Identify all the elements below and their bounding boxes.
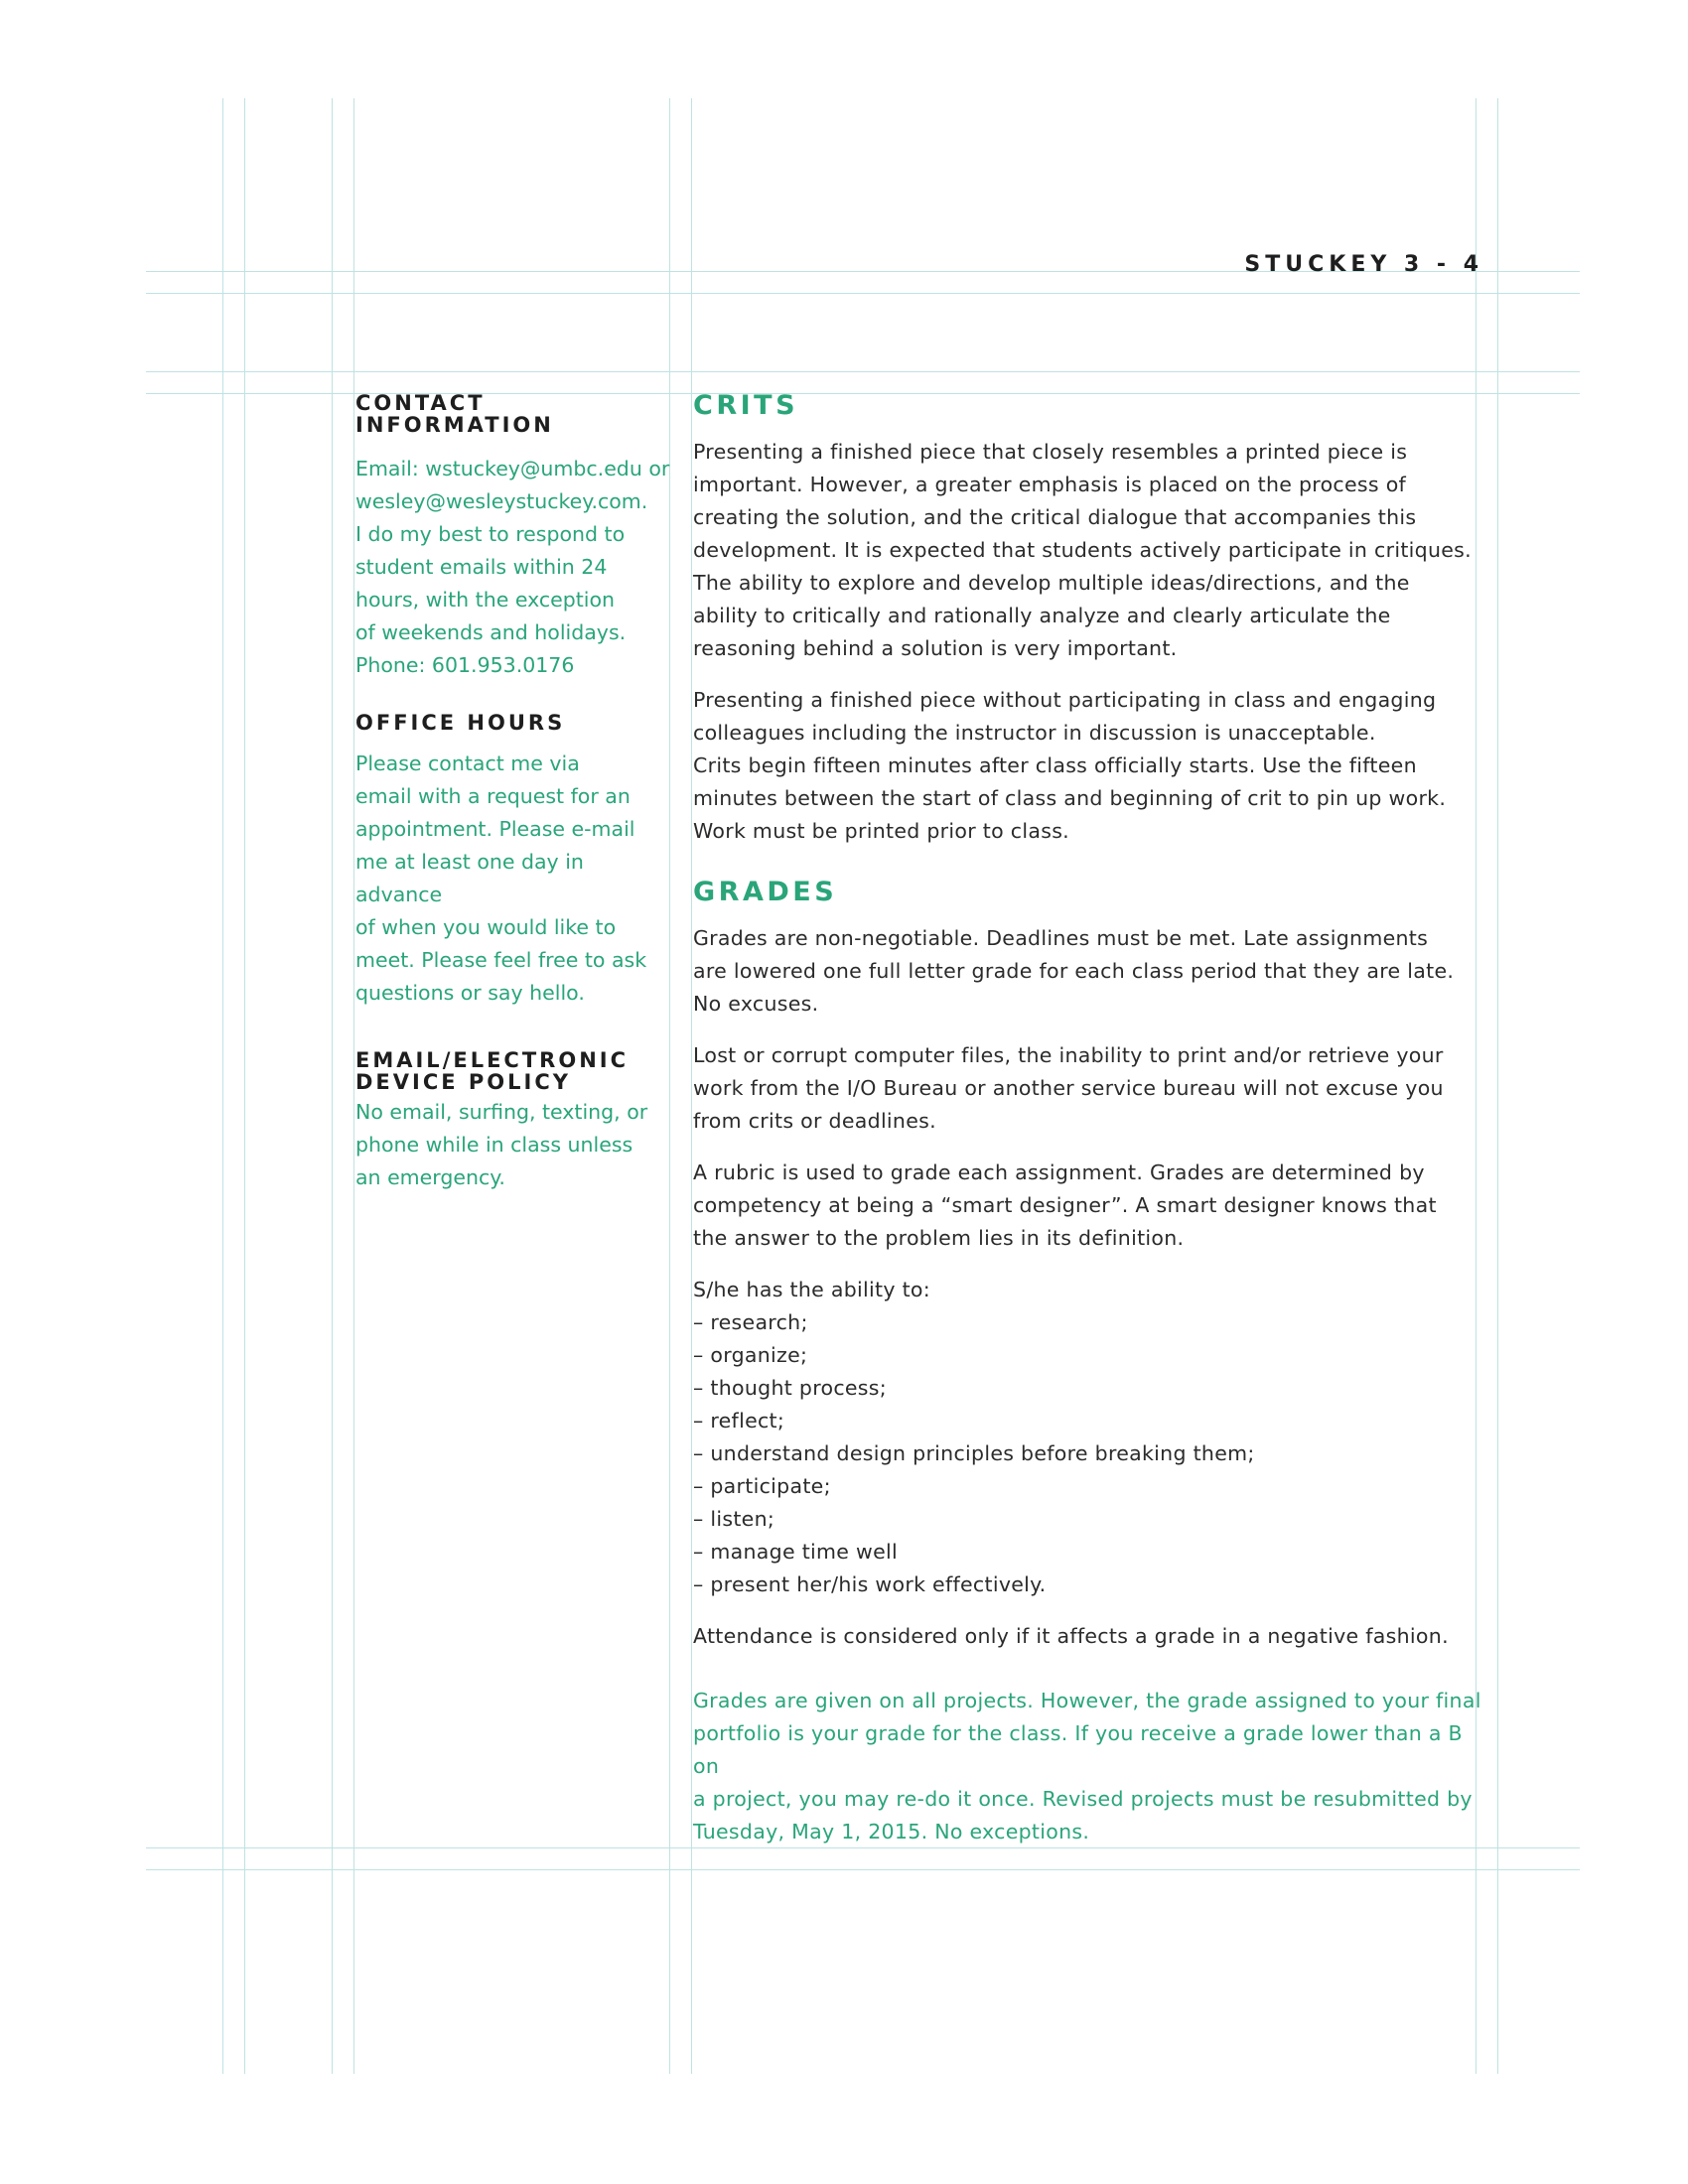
text-line: Tuesday, May 1, 2015. No exceptions. bbox=[693, 1820, 1090, 1843]
text-line: Grades are given on all projects. However, the grade assigned to your final bbox=[693, 1689, 1481, 1712]
text-line: Crits begin fifteen minutes after class officially starts. Use the fifteen bbox=[693, 753, 1417, 777]
grades-paragraph bbox=[693, 922, 1487, 1021]
office-line: appointment. Please e-mail bbox=[355, 817, 635, 841]
contact-heading: CONTACT INFORMATION bbox=[355, 391, 554, 437]
guide-vertical bbox=[1497, 98, 1498, 2074]
text-line: Grades are non-negotiable. Deadlines must be met. Late assignments bbox=[693, 926, 1429, 950]
guide-horizontal bbox=[146, 293, 1580, 294]
contact-line: hours, with the exception bbox=[355, 588, 616, 612]
crits-section bbox=[693, 391, 1487, 848]
office-line: of when you would like to bbox=[355, 915, 617, 939]
contact-line: I do my best to respond to bbox=[355, 522, 626, 546]
grades-paragraph bbox=[693, 1157, 1487, 1255]
grades-paragraph bbox=[693, 1039, 1487, 1138]
main-column bbox=[693, 391, 1487, 1848]
text-line: Work must be printed prior to class. bbox=[693, 819, 1069, 843]
text-line: reasoning behind a solution is very important. bbox=[693, 636, 1178, 660]
guide-vertical bbox=[691, 98, 692, 2074]
contact-line: Phone: 601.953.0176 bbox=[355, 653, 575, 677]
contact-line: Email: wstuckey@umbc.edu or bbox=[355, 457, 670, 480]
guide-vertical bbox=[353, 98, 354, 2074]
list-item: – participate; bbox=[693, 1474, 831, 1498]
contact-line: of weekends and holidays. bbox=[355, 620, 627, 644]
device-policy-heading bbox=[355, 1049, 671, 1093]
office-line: Please contact me via bbox=[355, 751, 580, 775]
text-line: A rubric is used to grade each assignment. Grades are determined by bbox=[693, 1160, 1425, 1184]
crits-paragraph bbox=[693, 436, 1487, 665]
guide-horizontal bbox=[146, 371, 1580, 372]
contact-text bbox=[355, 453, 671, 682]
text-line: minutes between the start of class and beginning of crit to pin up work. bbox=[693, 786, 1447, 810]
text-line: development. It is expected that students actively participate in critiques. bbox=[693, 538, 1472, 562]
ability-intro: S/he has the ability to: bbox=[693, 1278, 930, 1301]
attendance-paragraph: Attendance is considered only if it affects a grade in a negative fashion. bbox=[693, 1624, 1449, 1648]
office-line: meet. Please feel free to ask bbox=[355, 948, 647, 972]
guide-horizontal bbox=[146, 1869, 1580, 1870]
guide-vertical bbox=[244, 98, 245, 2074]
text-line: Presenting a finished piece that closely resembles a printed piece is bbox=[693, 440, 1408, 464]
text-line: the answer to the problem lies in its definition. bbox=[693, 1226, 1185, 1250]
guide-vertical bbox=[222, 98, 223, 2074]
list-item: – organize; bbox=[693, 1343, 808, 1367]
policy-heading-line: DEVICE POLICY bbox=[355, 1070, 571, 1094]
text-line: ability to critically and rationally analyze and clearly articulate the bbox=[693, 604, 1391, 627]
text-line: are lowered one full letter grade for each class period that they are late. bbox=[693, 959, 1455, 983]
grades-section bbox=[693, 878, 1487, 1848]
text-line: Presenting a finished piece without participating in class and engaging bbox=[693, 688, 1437, 712]
text-line: creating the solution, and the critical dialogue that accompanies this bbox=[693, 505, 1417, 529]
office-line: me at least one day in advance bbox=[355, 850, 584, 906]
office-line: email with a request for an bbox=[355, 784, 631, 808]
policy-line: an emergency. bbox=[355, 1165, 505, 1189]
list-item: – research; bbox=[693, 1310, 808, 1334]
office-hours-text bbox=[355, 748, 671, 1010]
contact-section bbox=[355, 392, 671, 682]
office-line: questions or say hello. bbox=[355, 981, 585, 1005]
abilities-list bbox=[693, 1306, 1487, 1601]
text-line: competency at being a “smart designer”. A smart designer knows that bbox=[693, 1193, 1437, 1217]
text-line: The ability to explore and develop multiple ideas/directions, and the bbox=[693, 571, 1410, 595]
office-hours-section bbox=[355, 712, 671, 1010]
grades-heading: GRADES bbox=[693, 877, 838, 907]
device-policy-text bbox=[355, 1096, 671, 1194]
contact-line: student emails within 24 bbox=[355, 555, 608, 579]
policy-line: No email, surfing, texting, or bbox=[355, 1100, 648, 1124]
list-item: – understand design principles before breaking them; bbox=[693, 1441, 1255, 1465]
text-line: a project, you may re-do it once. Revised projects must be resubmitted by bbox=[693, 1787, 1473, 1811]
crits-paragraph bbox=[693, 684, 1487, 848]
list-item: – listen; bbox=[693, 1507, 775, 1531]
device-policy-section bbox=[355, 1049, 671, 1194]
guide-vertical bbox=[332, 98, 333, 2074]
page-label: STUCKEY 3 - 4 bbox=[1244, 252, 1483, 277]
text-line: work from the I/O Bureau or another service bureau will not excuse you bbox=[693, 1076, 1444, 1100]
text-line: from crits or deadlines. bbox=[693, 1109, 936, 1133]
text-line: No excuses. bbox=[693, 992, 819, 1016]
text-line: important. However, a greater emphasis is placed on the process of bbox=[693, 473, 1407, 496]
list-item: – reflect; bbox=[693, 1409, 785, 1433]
list-item: – manage time well bbox=[693, 1540, 898, 1564]
office-hours-heading: OFFICE HOURS bbox=[355, 711, 566, 735]
crits-heading: CRITS bbox=[693, 390, 799, 421]
sidebar bbox=[355, 392, 671, 1194]
text-line: Lost or corrupt computer files, the inability to print and/or retrieve your bbox=[693, 1043, 1444, 1067]
text-line: colleagues including the instructor in discussion is unacceptable. bbox=[693, 721, 1376, 745]
text-line: portfolio is your grade for the class. If you receive a grade lower than a B on bbox=[693, 1721, 1463, 1778]
policy-heading-line: EMAIL/ELECTRONIC bbox=[355, 1048, 629, 1072]
grades-note bbox=[693, 1685, 1487, 1848]
list-item: – thought process; bbox=[693, 1376, 887, 1400]
list-item: – present her/his work effectively. bbox=[693, 1572, 1047, 1596]
contact-line: wesley@wesleystuckey.com. bbox=[355, 489, 648, 513]
policy-line: phone while in class unless bbox=[355, 1133, 633, 1157]
